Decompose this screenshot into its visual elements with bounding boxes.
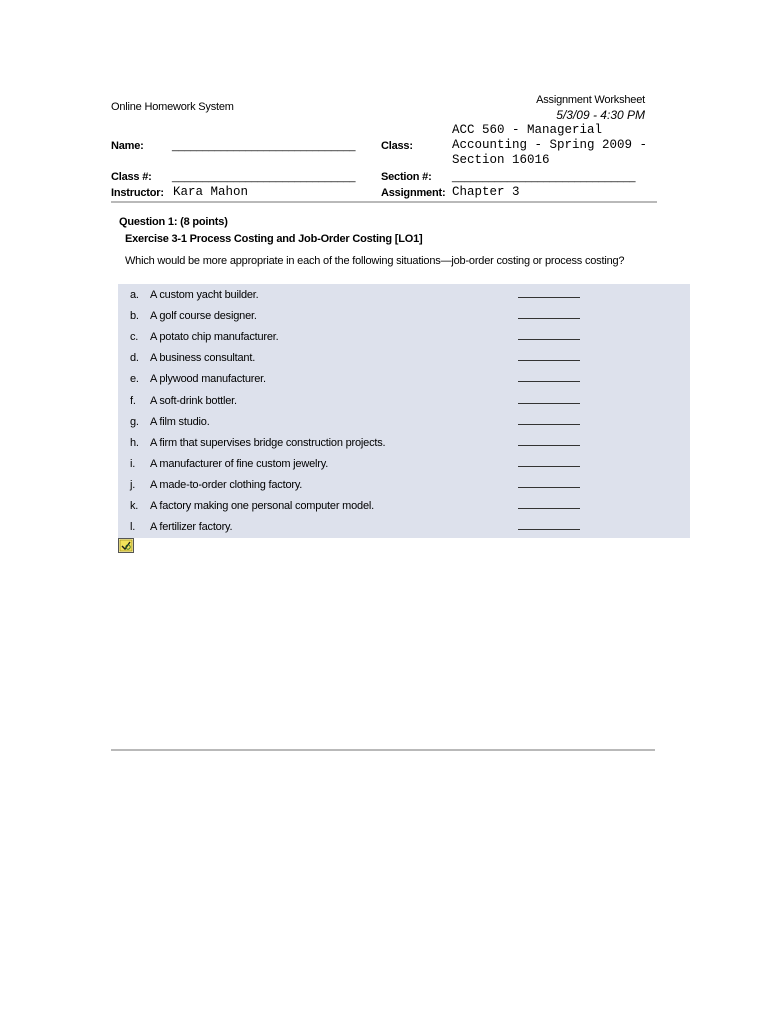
item-text: A made-to-order clothing factory. xyxy=(150,479,303,491)
item-letter: l. xyxy=(130,521,136,533)
name-blank: ______________________________ xyxy=(172,140,356,152)
item-text: A business consultant. xyxy=(150,352,256,364)
answer-blank[interactable] xyxy=(518,334,580,340)
answer-blank[interactable] xyxy=(518,524,580,530)
item-letter: g. xyxy=(130,416,139,428)
assignment-value: Chapter 3 xyxy=(452,185,520,199)
item-letter: f. xyxy=(130,395,136,407)
item-letter: j. xyxy=(130,479,136,491)
item-letter: h. xyxy=(130,437,139,449)
section-label: Section #: xyxy=(381,171,432,183)
answer-blank[interactable] xyxy=(518,355,580,361)
answer-blank[interactable] xyxy=(518,419,580,425)
item-text: A firm that supervises bridge construction projects. xyxy=(150,437,386,449)
answer-blank[interactable] xyxy=(518,376,580,382)
item-text: A factory making one personal computer model. xyxy=(150,500,374,512)
list-item xyxy=(118,474,690,495)
list-item xyxy=(118,368,690,389)
worksheet-date: 5/3/09 - 4:30 PM xyxy=(556,108,645,122)
answer-blank[interactable] xyxy=(518,482,580,488)
item-letter: b. xyxy=(130,310,139,322)
item-text: A golf course designer. xyxy=(150,310,257,322)
item-letter: e. xyxy=(130,373,139,385)
system-name: Online Homework System xyxy=(111,101,234,113)
instructor-value: Kara Mahon xyxy=(173,185,249,199)
list-item xyxy=(118,453,690,474)
worksheet-title: Assignment Worksheet xyxy=(536,94,645,106)
item-text: A fertilizer factory. xyxy=(150,521,233,533)
item-letter: a. xyxy=(130,289,139,301)
item-letter: i. xyxy=(130,458,136,470)
item-text: A film studio. xyxy=(150,416,210,428)
list-item xyxy=(118,284,690,305)
class-label: Class: xyxy=(381,140,413,152)
answer-blank[interactable] xyxy=(518,313,580,319)
list-item xyxy=(118,347,690,368)
item-letter: c. xyxy=(130,331,139,343)
list-item xyxy=(118,432,690,453)
header-divider xyxy=(111,201,657,203)
list-item xyxy=(118,516,690,537)
answer-blank[interactable] xyxy=(518,292,580,298)
list-item xyxy=(118,326,690,347)
class-number-blank: ______________________________ xyxy=(172,171,356,183)
answer-blank[interactable] xyxy=(518,503,580,509)
assignment-label: Assignment: xyxy=(381,187,446,199)
section-blank: ______________________________ xyxy=(452,171,636,183)
item-text: A plywood manufacturer. xyxy=(150,373,266,385)
check-answer-icon[interactable] xyxy=(118,538,134,553)
class-value: ACC 560 - Managerial Accounting - Spring 2009 - Section 16016 xyxy=(452,123,648,167)
answer-blank[interactable] xyxy=(518,440,580,446)
item-letter: k. xyxy=(130,500,139,512)
item-text: A potato chip manufacturer. xyxy=(150,331,279,343)
exercise-title: Exercise 3-1 Process Costing and Job-Order Costing [LO1] xyxy=(125,233,423,245)
answer-blank[interactable] xyxy=(518,461,580,467)
footer-divider xyxy=(111,749,655,751)
item-text: A manufacturer of fine custom jewelry. xyxy=(150,458,329,470)
class-number-label: Class #: xyxy=(111,171,152,183)
list-item xyxy=(118,495,690,516)
answer-blank[interactable] xyxy=(518,398,580,404)
answer-panel xyxy=(118,284,690,538)
question-prompt: Which would be more appropriate in each of the following situations—job-order costing or process costing? xyxy=(125,255,625,267)
question-title: Question 1: (8 points) xyxy=(119,216,228,228)
instructor-label: Instructor: xyxy=(111,187,164,199)
item-letter: d. xyxy=(130,352,139,364)
item-text: A soft-drink bottler. xyxy=(150,395,237,407)
item-text: A custom yacht builder. xyxy=(150,289,259,301)
list-item xyxy=(118,390,690,411)
name-label: Name: xyxy=(111,140,144,152)
list-item xyxy=(118,305,690,326)
list-item xyxy=(118,411,690,432)
